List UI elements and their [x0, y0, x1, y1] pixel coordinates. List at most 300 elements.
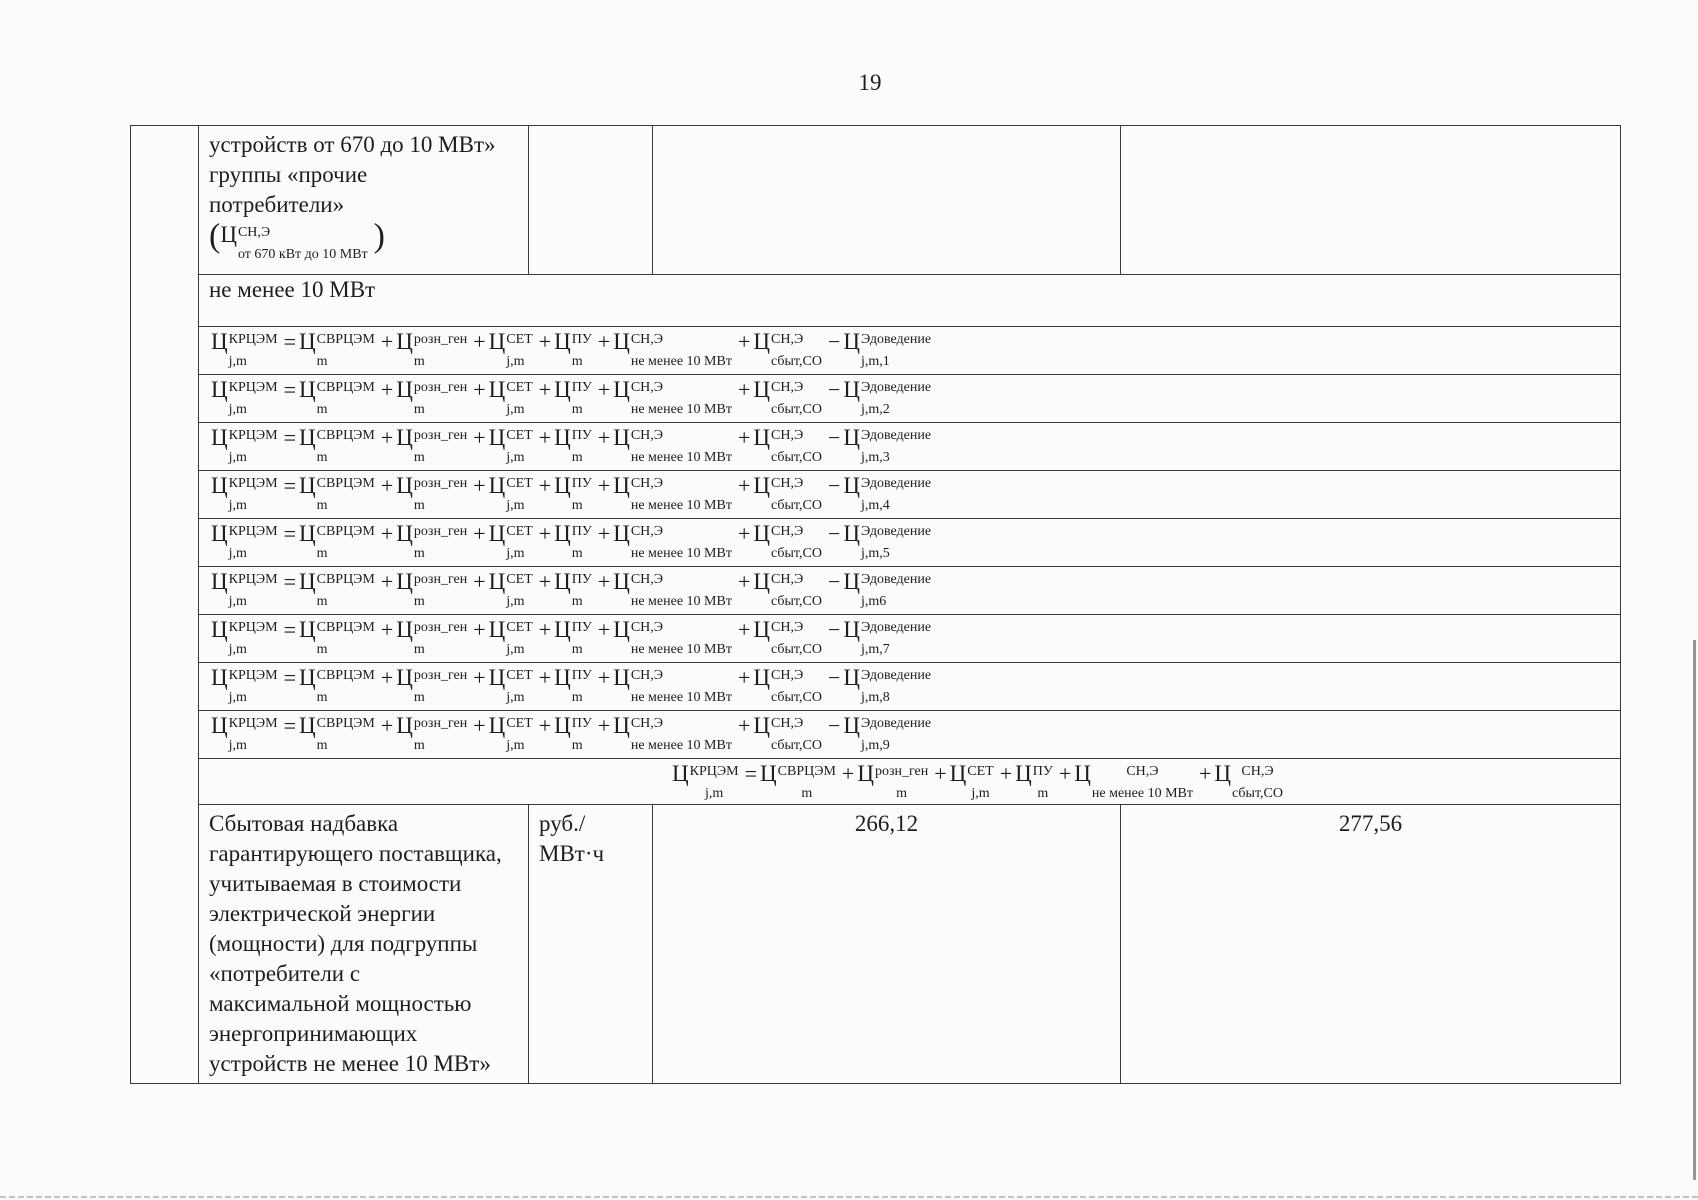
formula-cell — [199, 615, 1621, 663]
symbol-subscript: не менее 10 МВт — [630, 642, 732, 657]
formula-cell — [199, 519, 1621, 567]
symbol-superscript: Эдоведение — [860, 332, 932, 347]
symbol-base: Ц — [843, 377, 860, 402]
formula-term-delivery — [843, 474, 931, 511]
formula-cell — [199, 663, 1621, 711]
symbol-superscript: СН,Э — [630, 620, 664, 635]
formula-term — [613, 474, 732, 511]
symbol-superscript: КРЦЭМ — [228, 428, 278, 443]
symbol-subscript: j,m — [228, 738, 247, 753]
symbol-superscript: СН,Э — [237, 225, 271, 240]
value-2024: 277,56 — [1338, 811, 1403, 836]
symbol-superscript: СВРЦЭМ — [777, 764, 836, 779]
symbol-subscript: сбыт,СО — [771, 402, 822, 417]
tariff-table — [130, 125, 1621, 1084]
symbol-subscript: m — [571, 690, 583, 705]
operator: = — [283, 425, 296, 450]
formula-term — [396, 378, 467, 415]
symbol-subscript: j,m — [506, 690, 525, 705]
symbol-base: Ц — [753, 617, 770, 642]
symbol-superscript: розн_ген — [413, 428, 468, 443]
symbol-subscript: j,m,1 — [860, 354, 890, 369]
symbol-base: Ц — [220, 222, 237, 247]
symbol-superscript: Эдоведение — [860, 668, 932, 683]
formula-term — [613, 618, 732, 655]
formula-term-delivery — [843, 666, 931, 703]
symbol-base: Ц — [396, 617, 413, 642]
symbol-base: Ц — [211, 665, 228, 690]
operator: + — [473, 377, 486, 402]
symbol-superscript: СЕТ — [506, 428, 533, 443]
symbol-superscript: СВРЦЭМ — [316, 620, 375, 635]
value-cell — [653, 805, 1121, 1084]
symbol-base: Ц — [298, 521, 316, 546]
symbol-superscript: КРЦЭМ — [228, 332, 278, 347]
index-column-cell — [131, 126, 199, 1084]
symbol-subscript: j,m — [971, 786, 990, 801]
price-formula — [199, 471, 1620, 511]
formula-term — [613, 666, 732, 703]
operator: + — [597, 521, 611, 546]
name-line: максимальной мощностью — [209, 991, 472, 1016]
operator: + — [597, 665, 611, 690]
row-name-cell — [199, 126, 529, 275]
formula-row — [131, 519, 1621, 567]
operator: + — [597, 617, 611, 642]
formula-term — [299, 522, 375, 559]
price-formula — [199, 615, 1620, 655]
formula-term — [753, 474, 822, 511]
symbol-subscript: m — [571, 402, 583, 417]
operator: + — [380, 569, 394, 594]
symbol-subscript: j,m — [506, 354, 525, 369]
symbol-superscript: розн_ген — [413, 668, 468, 683]
formula-term — [950, 762, 994, 799]
symbol-superscript: СН,Э — [630, 476, 664, 491]
formula-lhs — [211, 522, 278, 559]
operator: + — [841, 761, 855, 786]
symbol-base: Ц — [554, 665, 571, 690]
symbol-subscript: j,m6 — [860, 594, 887, 609]
operator: + — [473, 521, 486, 546]
operator: + — [473, 329, 486, 354]
operator: + — [597, 329, 611, 354]
symbol-base: Ц — [211, 377, 228, 402]
symbol-subscript: j,m — [228, 690, 247, 705]
symbol-subscript: j,m — [506, 450, 525, 465]
page-number: 19 — [858, 70, 882, 95]
left-parenthesis: ( — [209, 217, 221, 255]
symbol-base: Ц — [211, 617, 228, 642]
symbol-base: Ц — [613, 665, 630, 690]
formula-row — [131, 711, 1621, 759]
formula-term-delivery — [843, 570, 931, 607]
table-row — [131, 275, 1621, 327]
operator: + — [538, 569, 552, 594]
symbol-subscript: m — [316, 498, 328, 513]
name-line: группы «прочие — [209, 162, 368, 187]
name-line: устройств не менее 10 МВт» — [209, 1051, 491, 1076]
formula-term — [489, 618, 533, 655]
symbol-subscript: m — [413, 402, 425, 417]
formula-term — [396, 666, 467, 703]
symbol-base: Ц — [613, 617, 630, 642]
symbol-superscript: ПУ — [571, 572, 592, 587]
formula-term — [753, 330, 822, 367]
symbol-base: Ц — [488, 569, 506, 594]
operator: + — [737, 665, 751, 690]
symbol-superscript: СН,Э — [630, 428, 664, 443]
symbol-base: Ц — [488, 377, 506, 402]
formula-lhs — [211, 474, 278, 511]
symbol-subscript: j,m — [228, 594, 247, 609]
operator: = — [283, 521, 296, 546]
operator: = — [283, 665, 296, 690]
symbol-base: Ц — [843, 473, 860, 498]
symbol-subscript: сбыт,СО — [771, 450, 822, 465]
operator: = — [744, 761, 758, 786]
symbol-superscript: КРЦЭМ — [228, 620, 278, 635]
operator: + — [737, 377, 751, 402]
symbol-subscript: m — [316, 546, 328, 561]
formula-term — [613, 426, 732, 463]
name-line: энергопринимающих — [209, 1021, 418, 1046]
symbol-base: Ц — [843, 425, 860, 450]
operator: = — [283, 569, 296, 594]
operator: − — [827, 665, 841, 690]
formula-term — [396, 714, 467, 751]
formula-term — [396, 330, 467, 367]
symbol-subscript: сбыт,СО — [771, 738, 822, 753]
symbol-superscript: СЕТ — [506, 668, 533, 683]
symbol-superscript: СН,Э — [771, 668, 804, 683]
symbol-base: Ц — [949, 761, 967, 786]
symbol-superscript: СЕТ — [506, 716, 533, 731]
summary-formula-cell — [199, 759, 1621, 805]
operator: + — [999, 761, 1013, 786]
formula-term — [396, 426, 467, 463]
symbol-superscript: СЕТ — [506, 380, 533, 395]
symbol-subscript: m — [316, 354, 328, 369]
unit-line: МВт·ч — [539, 841, 605, 866]
formula-lhs — [211, 426, 278, 463]
formula-cell — [199, 375, 1621, 423]
symbol-subscript: j,m — [228, 498, 247, 513]
symbol-subscript: m — [316, 450, 328, 465]
symbol-subscript: m — [571, 450, 583, 465]
formula-term — [299, 570, 375, 607]
right-parenthesis: ) — [373, 217, 385, 255]
formula-term-delivery — [843, 714, 931, 751]
symbol-subscript: сбыт,СО — [771, 546, 822, 561]
formula-term — [489, 330, 533, 367]
name-line: электрической энергии — [209, 901, 436, 926]
symbol-superscript: СН,Э — [630, 380, 664, 395]
symbol-base: Ц — [211, 521, 228, 546]
symbol-subscript: m — [316, 642, 328, 657]
symbol-superscript: розн_ген — [413, 716, 468, 731]
formula-term — [489, 714, 533, 751]
unit-cell — [529, 126, 653, 275]
name-line: устройств от 670 до 10 МВт» — [209, 132, 496, 157]
symbol-subscript: сбыт,СО — [771, 354, 822, 369]
formula-term — [857, 762, 928, 799]
symbol-superscript: КРЦЭМ — [228, 716, 278, 731]
name-line: потребители» — [209, 192, 345, 217]
formula-lhs — [211, 330, 278, 367]
operator: + — [538, 329, 552, 354]
symbol-superscript: СН,Э — [771, 716, 804, 731]
symbol-subscript: j,m — [228, 402, 247, 417]
symbol-subscript: m — [896, 786, 908, 801]
symbol-superscript: ПУ — [571, 668, 592, 683]
symbol-notation — [209, 217, 520, 262]
formula-term — [299, 378, 375, 415]
operator: = — [283, 617, 296, 642]
symbol-superscript: СЕТ — [967, 764, 994, 779]
operator: + — [380, 521, 394, 546]
operator: = — [283, 377, 296, 402]
symbol-base: Ц — [211, 713, 228, 738]
symbol-subscript: j,m — [506, 402, 525, 417]
symbol-subscript: m — [316, 594, 328, 609]
symbol-subscript: не менее 10 МВт — [630, 450, 732, 465]
symbol-base: Ц — [843, 329, 860, 354]
symbol-base: Ц — [753, 329, 770, 354]
operator: = — [283, 713, 296, 738]
symbol-subscript: j,m,3 — [860, 450, 890, 465]
symbol-base: Ц — [488, 425, 506, 450]
symbol-superscript: КРЦЭМ — [228, 380, 278, 395]
formula-term — [1074, 762, 1193, 799]
formula-term-delivery — [843, 330, 931, 367]
symbol-superscript: СН,Э — [630, 668, 664, 683]
formula-term — [489, 474, 533, 511]
operator: = — [283, 329, 296, 354]
formula-term — [760, 762, 836, 799]
symbol-superscript: КРЦЭМ — [228, 668, 278, 683]
formula-term — [554, 378, 592, 415]
symbol-base: Ц — [843, 521, 860, 546]
symbol-base: Ц — [396, 713, 413, 738]
symbol-base: Ц — [753, 473, 770, 498]
symbol-base: Ц — [298, 377, 316, 402]
symbol-base: Ц — [554, 569, 571, 594]
operator: − — [827, 713, 841, 738]
operator: + — [473, 617, 486, 642]
formula-term — [613, 714, 732, 751]
symbol-base: Ц — [298, 473, 316, 498]
symbol-subscript: не менее 10 МВт — [630, 546, 732, 561]
operator: + — [737, 425, 751, 450]
symbol-subscript: j,m,7 — [860, 642, 890, 657]
formula-term — [753, 570, 822, 607]
symbol-superscript: СВРЦЭМ — [316, 572, 375, 587]
symbol-base: Ц — [554, 425, 571, 450]
symbol-superscript: СН,Э — [771, 380, 804, 395]
operator: + — [597, 377, 611, 402]
operator: + — [737, 569, 751, 594]
symbol-subscript: j,m,2 — [860, 402, 890, 417]
symbol-base: Ц — [211, 425, 228, 450]
formula-term — [1214, 762, 1283, 799]
symbol-superscript: Эдоведение — [860, 524, 932, 539]
symbol-base: Ц — [488, 521, 506, 546]
symbol-base: Ц — [672, 761, 689, 786]
symbol-superscript: розн_ген — [413, 332, 468, 347]
symbol-base: Ц — [298, 665, 316, 690]
symbol-base: Ц — [298, 329, 316, 354]
operator: + — [597, 569, 611, 594]
symbol-superscript: ПУ — [571, 620, 592, 635]
operator: − — [827, 425, 841, 450]
symbol-base: Ц — [613, 329, 630, 354]
symbol-subscript: m — [413, 354, 425, 369]
symbol-base: Ц — [488, 473, 506, 498]
summary-formula — [199, 759, 1620, 799]
symbol-base: Ц — [613, 521, 630, 546]
formula-lhs — [211, 666, 278, 703]
operator: − — [827, 329, 841, 354]
symbol-subscript: не менее 10 МВт — [630, 402, 732, 417]
scan-artifact-bottom — [0, 1196, 1698, 1198]
formula-term — [613, 330, 732, 367]
symbol-base: Ц — [211, 329, 228, 354]
name-line: учитываемая в стоимости — [209, 871, 462, 896]
formula-cell — [199, 327, 1621, 375]
operator: − — [827, 521, 841, 546]
formula-term — [489, 378, 533, 415]
operator: + — [380, 473, 394, 498]
symbol-subscript: j,m — [506, 642, 525, 657]
formula-row — [131, 615, 1621, 663]
name-line: (мощности) для подгруппы — [209, 931, 478, 956]
symbol-subscript: m — [1037, 786, 1049, 801]
formula-term — [489, 426, 533, 463]
symbol-superscript: розн_ген — [413, 380, 468, 395]
symbol-superscript: СН,Э — [771, 476, 804, 491]
formula-term — [554, 474, 592, 511]
operator: + — [538, 377, 552, 402]
symbol-subscript: m — [316, 690, 328, 705]
symbol-subscript: m — [413, 642, 425, 657]
formula-term — [489, 666, 533, 703]
symbol-superscript: СН,Э — [630, 332, 664, 347]
operator: + — [538, 473, 552, 498]
symbol-superscript: ПУ — [571, 524, 592, 539]
symbol-base: Ц — [613, 569, 630, 594]
formula-term — [489, 522, 533, 559]
operator: + — [597, 425, 611, 450]
formula-term — [396, 570, 467, 607]
symbol-subscript: j,m — [506, 738, 525, 753]
formula-lhs — [211, 618, 278, 655]
operator: + — [473, 569, 486, 594]
symbol-superscript: ПУ — [571, 716, 592, 731]
formula-lhs — [211, 714, 278, 751]
symbol-base: Ц — [488, 665, 506, 690]
symbol-superscript: СН,Э — [771, 524, 804, 539]
symbol-subscript: сбыт,СО — [1232, 786, 1283, 801]
symbol-base: Ц — [613, 473, 630, 498]
symbol-superscript: КРЦЭМ — [689, 764, 739, 779]
formula-cell — [199, 711, 1621, 759]
symbol-superscript: СН,Э — [771, 428, 804, 443]
symbol-subscript: j,m — [228, 450, 247, 465]
price-formula — [199, 375, 1620, 415]
symbol-subscript: j,m — [506, 498, 525, 513]
value-cell — [1121, 126, 1621, 275]
symbol-subscript: m — [316, 738, 328, 753]
symbol-superscript: СВРЦЭМ — [316, 668, 375, 683]
formula-row — [131, 567, 1621, 615]
operator: + — [380, 329, 394, 354]
formula-term-delivery — [843, 522, 931, 559]
symbol-subscript: сбыт,СО — [771, 594, 822, 609]
symbol-subscript: m — [571, 642, 583, 657]
operator: + — [380, 425, 394, 450]
formula-term-delivery — [843, 426, 931, 463]
symbol-superscript: СН,Э — [1241, 764, 1274, 779]
symbol-superscript: Эдоведение — [860, 476, 932, 491]
symbol-base: Ц — [760, 761, 777, 786]
formula-term — [299, 714, 375, 751]
symbol-base: Ц — [843, 665, 860, 690]
symbol-superscript: ПУ — [571, 380, 592, 395]
symbol-base: Ц — [1015, 761, 1032, 786]
symbol-superscript: СН,Э — [771, 572, 804, 587]
price-formula — [199, 567, 1620, 607]
symbol-base: Ц — [753, 425, 770, 450]
formula-term-delivery — [843, 618, 931, 655]
formula-term — [753, 618, 822, 655]
symbol-base: Ц — [396, 425, 413, 450]
price-formula — [199, 711, 1620, 751]
symbol-base: Ц — [554, 617, 571, 642]
operator: + — [380, 617, 394, 642]
formula-term — [554, 618, 592, 655]
symbol-superscript: СН,Э — [771, 332, 804, 347]
symbol-base: Ц — [753, 713, 770, 738]
symbol-superscript: ПУ — [571, 428, 592, 443]
symbol-base: Ц — [843, 617, 860, 642]
formula-term — [753, 666, 822, 703]
symbol-base: Ц — [211, 473, 228, 498]
symbol-subscript: не менее 10 МВт — [630, 594, 732, 609]
symbol-base: Ц — [1214, 761, 1232, 786]
formula-row — [131, 327, 1621, 375]
symbol-subscript: сбыт,СО — [771, 498, 822, 513]
operator: + — [473, 713, 486, 738]
name-line: «потребители с — [209, 961, 361, 986]
symbol-subscript: сбыт,СО — [771, 690, 822, 705]
symbol-base: Ц — [613, 377, 630, 402]
operator: + — [473, 425, 486, 450]
symbol-base: Ц — [298, 713, 316, 738]
symbol-subscript: j,m — [228, 546, 247, 561]
formula-term — [489, 570, 533, 607]
operator: + — [934, 761, 947, 786]
symbol-base: Ц — [753, 569, 770, 594]
symbol-superscript: СВРЦЭМ — [316, 380, 375, 395]
symbol-superscript: КРЦЭМ — [228, 572, 278, 587]
symbol-superscript: СВРЦЭМ — [316, 524, 375, 539]
symbol-superscript: Эдоведение — [860, 572, 932, 587]
operator: + — [737, 473, 751, 498]
symbol-base: Ц — [396, 329, 413, 354]
table-row — [131, 759, 1621, 805]
table-row — [131, 126, 1621, 275]
